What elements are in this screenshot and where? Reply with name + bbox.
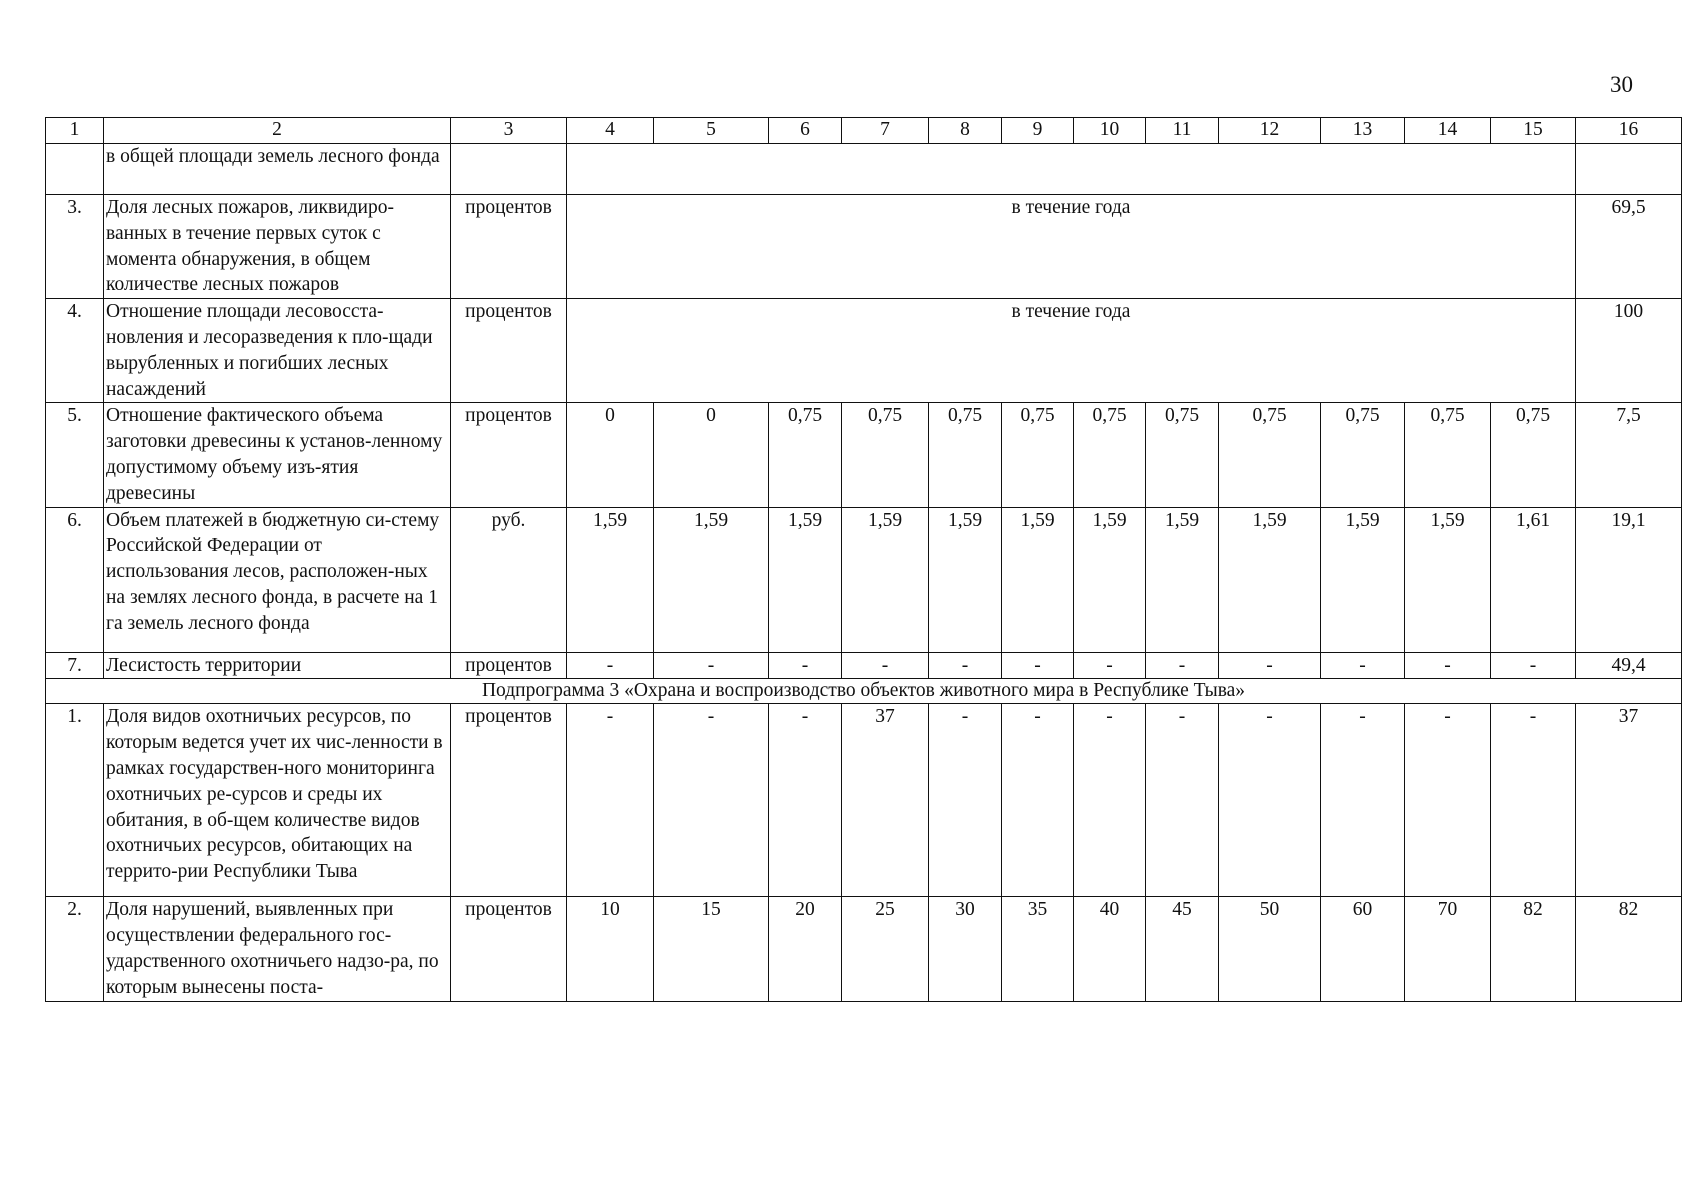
- total-cell: 100: [1576, 299, 1682, 403]
- value-cell: -: [1002, 704, 1074, 897]
- total-cell: 37: [1576, 704, 1682, 897]
- unit-cell: процентов: [451, 195, 567, 299]
- value-cell: 1,59: [1074, 507, 1146, 652]
- subprogram-title: Подпрограмма 3 «Охрана и воспроизводство объектов животного мира в Республике Тыва»: [46, 679, 1682, 704]
- row-number: 3.: [46, 195, 104, 299]
- header-cell: 8: [929, 118, 1002, 144]
- value-cell: -: [1405, 704, 1491, 897]
- value-cell: 20: [769, 897, 842, 1001]
- period-span-cell: в течение года: [567, 195, 1576, 299]
- unit-cell: процентов: [451, 299, 567, 403]
- row-number: 5.: [46, 403, 104, 507]
- value-cell: -: [1491, 652, 1576, 679]
- header-cell: 2: [104, 118, 451, 144]
- value-cell: 82: [1491, 897, 1576, 1001]
- value-cell: -: [1074, 704, 1146, 897]
- header-cell: 10: [1074, 118, 1146, 144]
- value-cell: 1,59: [929, 507, 1002, 652]
- value-cell: 0,75: [1146, 403, 1219, 507]
- value-cell: 25: [842, 897, 929, 1001]
- value-cell: 0: [567, 403, 654, 507]
- header-cell: 14: [1405, 118, 1491, 144]
- value-cell: -: [1146, 652, 1219, 679]
- value-cell: -: [842, 652, 929, 679]
- value-cell: -: [654, 652, 769, 679]
- value-cell: -: [1002, 652, 1074, 679]
- value-cell: 40: [1074, 897, 1146, 1001]
- header-row: [46, 118, 1682, 144]
- header-cell: 15: [1491, 118, 1576, 144]
- total-cell: 7,5: [1576, 403, 1682, 507]
- value-cell: -: [1146, 704, 1219, 897]
- value-cell: -: [1219, 652, 1321, 679]
- value-cell: 1,59: [842, 507, 929, 652]
- indicator-name: Доля лесных пожаров, ликвидиро-ванных в течение первых суток с момента обнаружения, в общем количестве лесных пожаров: [104, 195, 451, 299]
- header-cell: 1: [46, 118, 104, 144]
- value-cell: 70: [1405, 897, 1491, 1001]
- indicator-name: Отношение фактического объема заготовки древесины к установ-ленному допустимому объему изъ-ятия древесины: [104, 403, 451, 507]
- value-cell: 0: [654, 403, 769, 507]
- row-number: 1.: [46, 704, 104, 897]
- page-number: 30: [1610, 72, 1633, 97]
- header-cell: 12: [1219, 118, 1321, 144]
- value-cell: 0,75: [929, 403, 1002, 507]
- value-cell: -: [1219, 704, 1321, 897]
- value-cell: -: [769, 652, 842, 679]
- table-row: [46, 144, 1682, 195]
- indicator-name: в общей площади земель лесного фонда: [104, 144, 451, 195]
- header-cell: 7: [842, 118, 929, 144]
- value-cell: 15: [654, 897, 769, 1001]
- value-cell: 45: [1146, 897, 1219, 1001]
- row-number: 2.: [46, 897, 104, 1001]
- unit-cell: [451, 144, 567, 195]
- period-span-cell: [567, 144, 1576, 195]
- value-cell: -: [1321, 652, 1405, 679]
- value-cell: -: [1491, 704, 1576, 897]
- value-cell: 35: [1002, 897, 1074, 1001]
- total-cell: [1576, 144, 1682, 195]
- value-cell: 0,75: [1491, 403, 1576, 507]
- header-cell: 9: [1002, 118, 1074, 144]
- total-cell: 82: [1576, 897, 1682, 1001]
- table-row: [46, 897, 1682, 1001]
- table-row: [46, 704, 1682, 897]
- header-cell: 16: [1576, 118, 1682, 144]
- total-cell: 49,4: [1576, 652, 1682, 679]
- header-cell: 5: [654, 118, 769, 144]
- indicator-name: Лесистость территории: [104, 652, 451, 679]
- unit-cell: процентов: [451, 704, 567, 897]
- value-cell: -: [1321, 704, 1405, 897]
- value-cell: 0,75: [1321, 403, 1405, 507]
- value-cell: 0,75: [1002, 403, 1074, 507]
- indicators-table: [45, 117, 1682, 1002]
- table-row: [46, 299, 1682, 403]
- table-row: [46, 403, 1682, 507]
- row-number: [46, 144, 104, 195]
- unit-cell: процентов: [451, 897, 567, 1001]
- value-cell: -: [567, 652, 654, 679]
- row-number: 7.: [46, 652, 104, 679]
- value-cell: 1,59: [1405, 507, 1491, 652]
- header-cell: 13: [1321, 118, 1405, 144]
- value-cell: 1,59: [654, 507, 769, 652]
- table-row: [46, 652, 1682, 679]
- value-cell: 0,75: [1405, 403, 1491, 507]
- value-cell: 1,59: [567, 507, 654, 652]
- value-cell: 1,59: [1321, 507, 1405, 652]
- value-cell: -: [769, 704, 842, 897]
- value-cell: -: [654, 704, 769, 897]
- subprogram-row: [46, 679, 1682, 704]
- indicator-name: Доля видов охотничьих ресурсов, по которым ведется учет их чис-ленности в рамках государствен-ного мониторинга охотничьих ре-сурсов и среды их обитания, в об-щем количестве видов охотничьих ресурсов, обитающих на террито-рии Республики Тыва: [104, 704, 451, 897]
- value-cell: 10: [567, 897, 654, 1001]
- value-cell: -: [1074, 652, 1146, 679]
- total-cell: 69,5: [1576, 195, 1682, 299]
- value-cell: 0,75: [842, 403, 929, 507]
- value-cell: 1,59: [1002, 507, 1074, 652]
- period-span-cell: в течение года: [567, 299, 1576, 403]
- unit-cell: руб.: [451, 507, 567, 652]
- indicator-name: Доля нарушений, выявленных при осуществлении федерального гос-ударственного охотничьего надзо-ра, по которым вынесены поста-: [104, 897, 451, 1001]
- table-row: [46, 507, 1682, 652]
- value-cell: 1,59: [1219, 507, 1321, 652]
- value-cell: 0,75: [1074, 403, 1146, 507]
- header-cell: 11: [1146, 118, 1219, 144]
- unit-cell: процентов: [451, 403, 567, 507]
- value-cell: 60: [1321, 897, 1405, 1001]
- value-cell: 37: [842, 704, 929, 897]
- value-cell: 1,59: [769, 507, 842, 652]
- indicator-name: Отношение площади лесовосста-новления и лесоразведения к пло-щади вырубленных и погибших лесных насаждений: [104, 299, 451, 403]
- header-cell: 6: [769, 118, 842, 144]
- table-row: [46, 195, 1682, 299]
- value-cell: 1,59: [1146, 507, 1219, 652]
- value-cell: -: [1405, 652, 1491, 679]
- value-cell: -: [929, 652, 1002, 679]
- indicator-name: Объем платежей в бюджетную си-стему Российской Федерации от использования лесов, расположен-ных на землях лесного фонда, в расчете на 1 га земель лесного фонда: [104, 507, 451, 652]
- value-cell: -: [567, 704, 654, 897]
- total-cell: 19,1: [1576, 507, 1682, 652]
- row-number: 4.: [46, 299, 104, 403]
- unit-cell: процентов: [451, 652, 567, 679]
- header-cell: 3: [451, 118, 567, 144]
- row-number: 6.: [46, 507, 104, 652]
- value-cell: 0,75: [1219, 403, 1321, 507]
- header-cell: 4: [567, 118, 654, 144]
- value-cell: -: [929, 704, 1002, 897]
- value-cell: 50: [1219, 897, 1321, 1001]
- value-cell: 0,75: [769, 403, 842, 507]
- value-cell: 30: [929, 897, 1002, 1001]
- value-cell: 1,61: [1491, 507, 1576, 652]
